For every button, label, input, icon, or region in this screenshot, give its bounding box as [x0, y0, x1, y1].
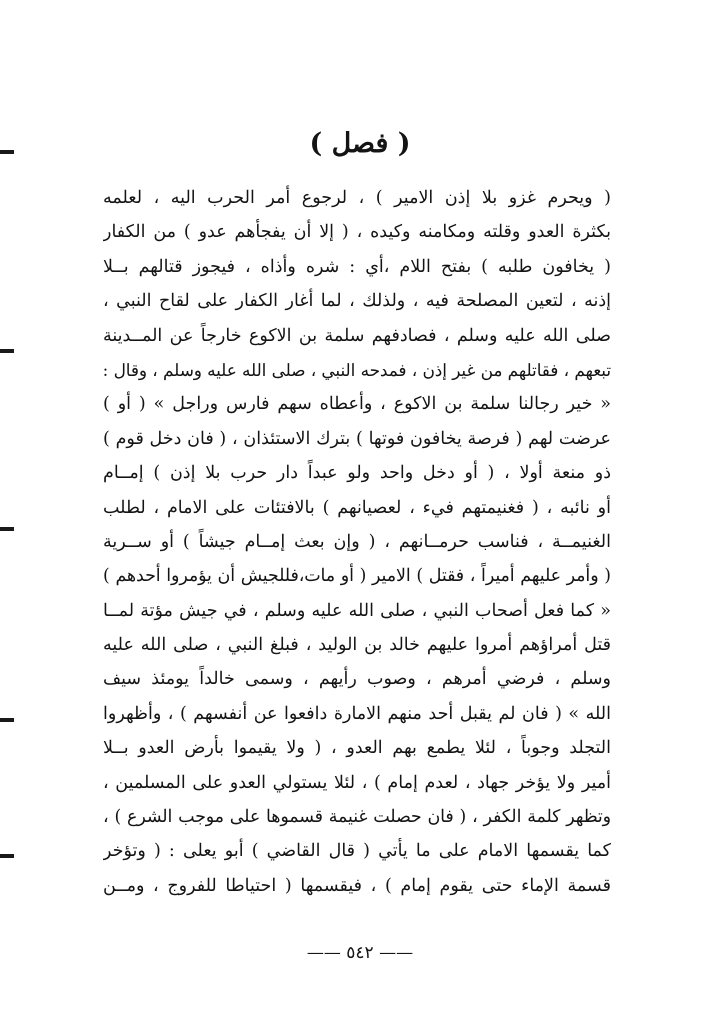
text-line: « كما فعل أصحاب النبي ، صلى الله عليه وسلم ، في جيش مؤتة لمــا	[103, 600, 611, 621]
text-line: وسلم ، فرضي أمرهم ، وصوب رأيهم ، وسمى خالداً يومئذ سيف	[103, 669, 611, 690]
page-number: —— ٥٤٢ ——	[306, 943, 414, 963]
text-line: ( يخافون طلبه ) بفتح اللام ،أي : شره وأذاه ، فيجوز قتالهم بــلا	[103, 256, 611, 277]
text-line: ( ويحرم غزو بلا إذن الامير ) ، لرجوع أمر الحرب اليه ، لعلمه	[103, 188, 611, 208]
text-line: ذو منعة أولا ، ( أو دخل واحد ولو عبداً دار حرب بلا إذن ) إمــام	[103, 463, 611, 484]
page-edge-mark	[0, 854, 14, 858]
page-edge-mark	[0, 718, 14, 722]
text-line: إذنه ، لتعين المصلحة فيه ، ولذلك ، لما أغار الكفار على لقاح النبي ،	[103, 291, 611, 312]
text-line: كما يقسمها الامام على ما يأتي ( قال القاضي ) أبو يعلى : ( وتؤخر	[103, 841, 611, 862]
text-line: وتظهر كلمة الكفر ، ( فان حصلت غنيمة قسموها على موجب الشرع ) ،	[103, 807, 611, 828]
text-line: عرضت لهم ( فرصة يخافون فوتها ) بترك الاستئذان ، ( فان دخل قوم )	[103, 428, 611, 449]
text-line: صلى الله عليه وسلم ، فصادفهم سلمة بن الاكوع خارجاً عن المــدينة	[103, 325, 611, 346]
text-line: بكثرة العدو وقلته ومكامنه وكيده ، ( إلا أن يفجأهم عدو ) من الكفار	[103, 222, 611, 243]
section-heading: ( فصل )	[309, 128, 411, 159]
page-edge-mark	[0, 349, 14, 353]
text-line: قتل أمراؤهم أمروا عليهم خالد بن الوليد ، فبلغ النبي ، صلى الله عليه	[103, 635, 611, 656]
text-line: التجلد وجوباً ، لئلا يطمع بهم العدو ، ( ولا يقيموا بأرض العدو بــلا	[103, 738, 611, 759]
text-line: الغنيمــة ، فناسب حرمــانهم ، ( وإن بعث إمــام جيشاً ) أو ســرية	[103, 531, 611, 552]
text-line: قسمة الإماء حتى يقوم إمام ) ، فيقسمها ( احتياطا للفروج ، ومــن	[103, 875, 611, 896]
text-line: الله » ( فان لم يقبل أحد منهم الامارة دافعوا عن أنفسهم ) ، وأظهروا	[103, 703, 611, 724]
body-text	[103, 181, 611, 903]
text-line: ( وأمر عليهم أميراً ، فقتل ) الامير ( أو مات،فللجيش أن يؤمروا أحدهم )	[103, 566, 611, 587]
page-edge-mark	[0, 527, 14, 531]
text-line: « خير رجالنا سلمة بن الاكوع ، وأعطاه سهم فارس وراجل » ( أو )	[103, 394, 611, 415]
text-line: أو نائبه ، ( فغنيمتهم فيء ، لعصيانهم ) بالافتئات على الامام ، لطلب	[103, 497, 611, 518]
text-line: أمير ولا يؤخر جهاد ، لعدم إمام ) ، لئلا يستولي العدو على المسلمين ،	[103, 772, 611, 793]
text-line: تبعهم ، فقاتلهم من غير إذن ، فمدحه النبي ، صلى الله عليه وسلم ، وقال :	[103, 359, 611, 380]
